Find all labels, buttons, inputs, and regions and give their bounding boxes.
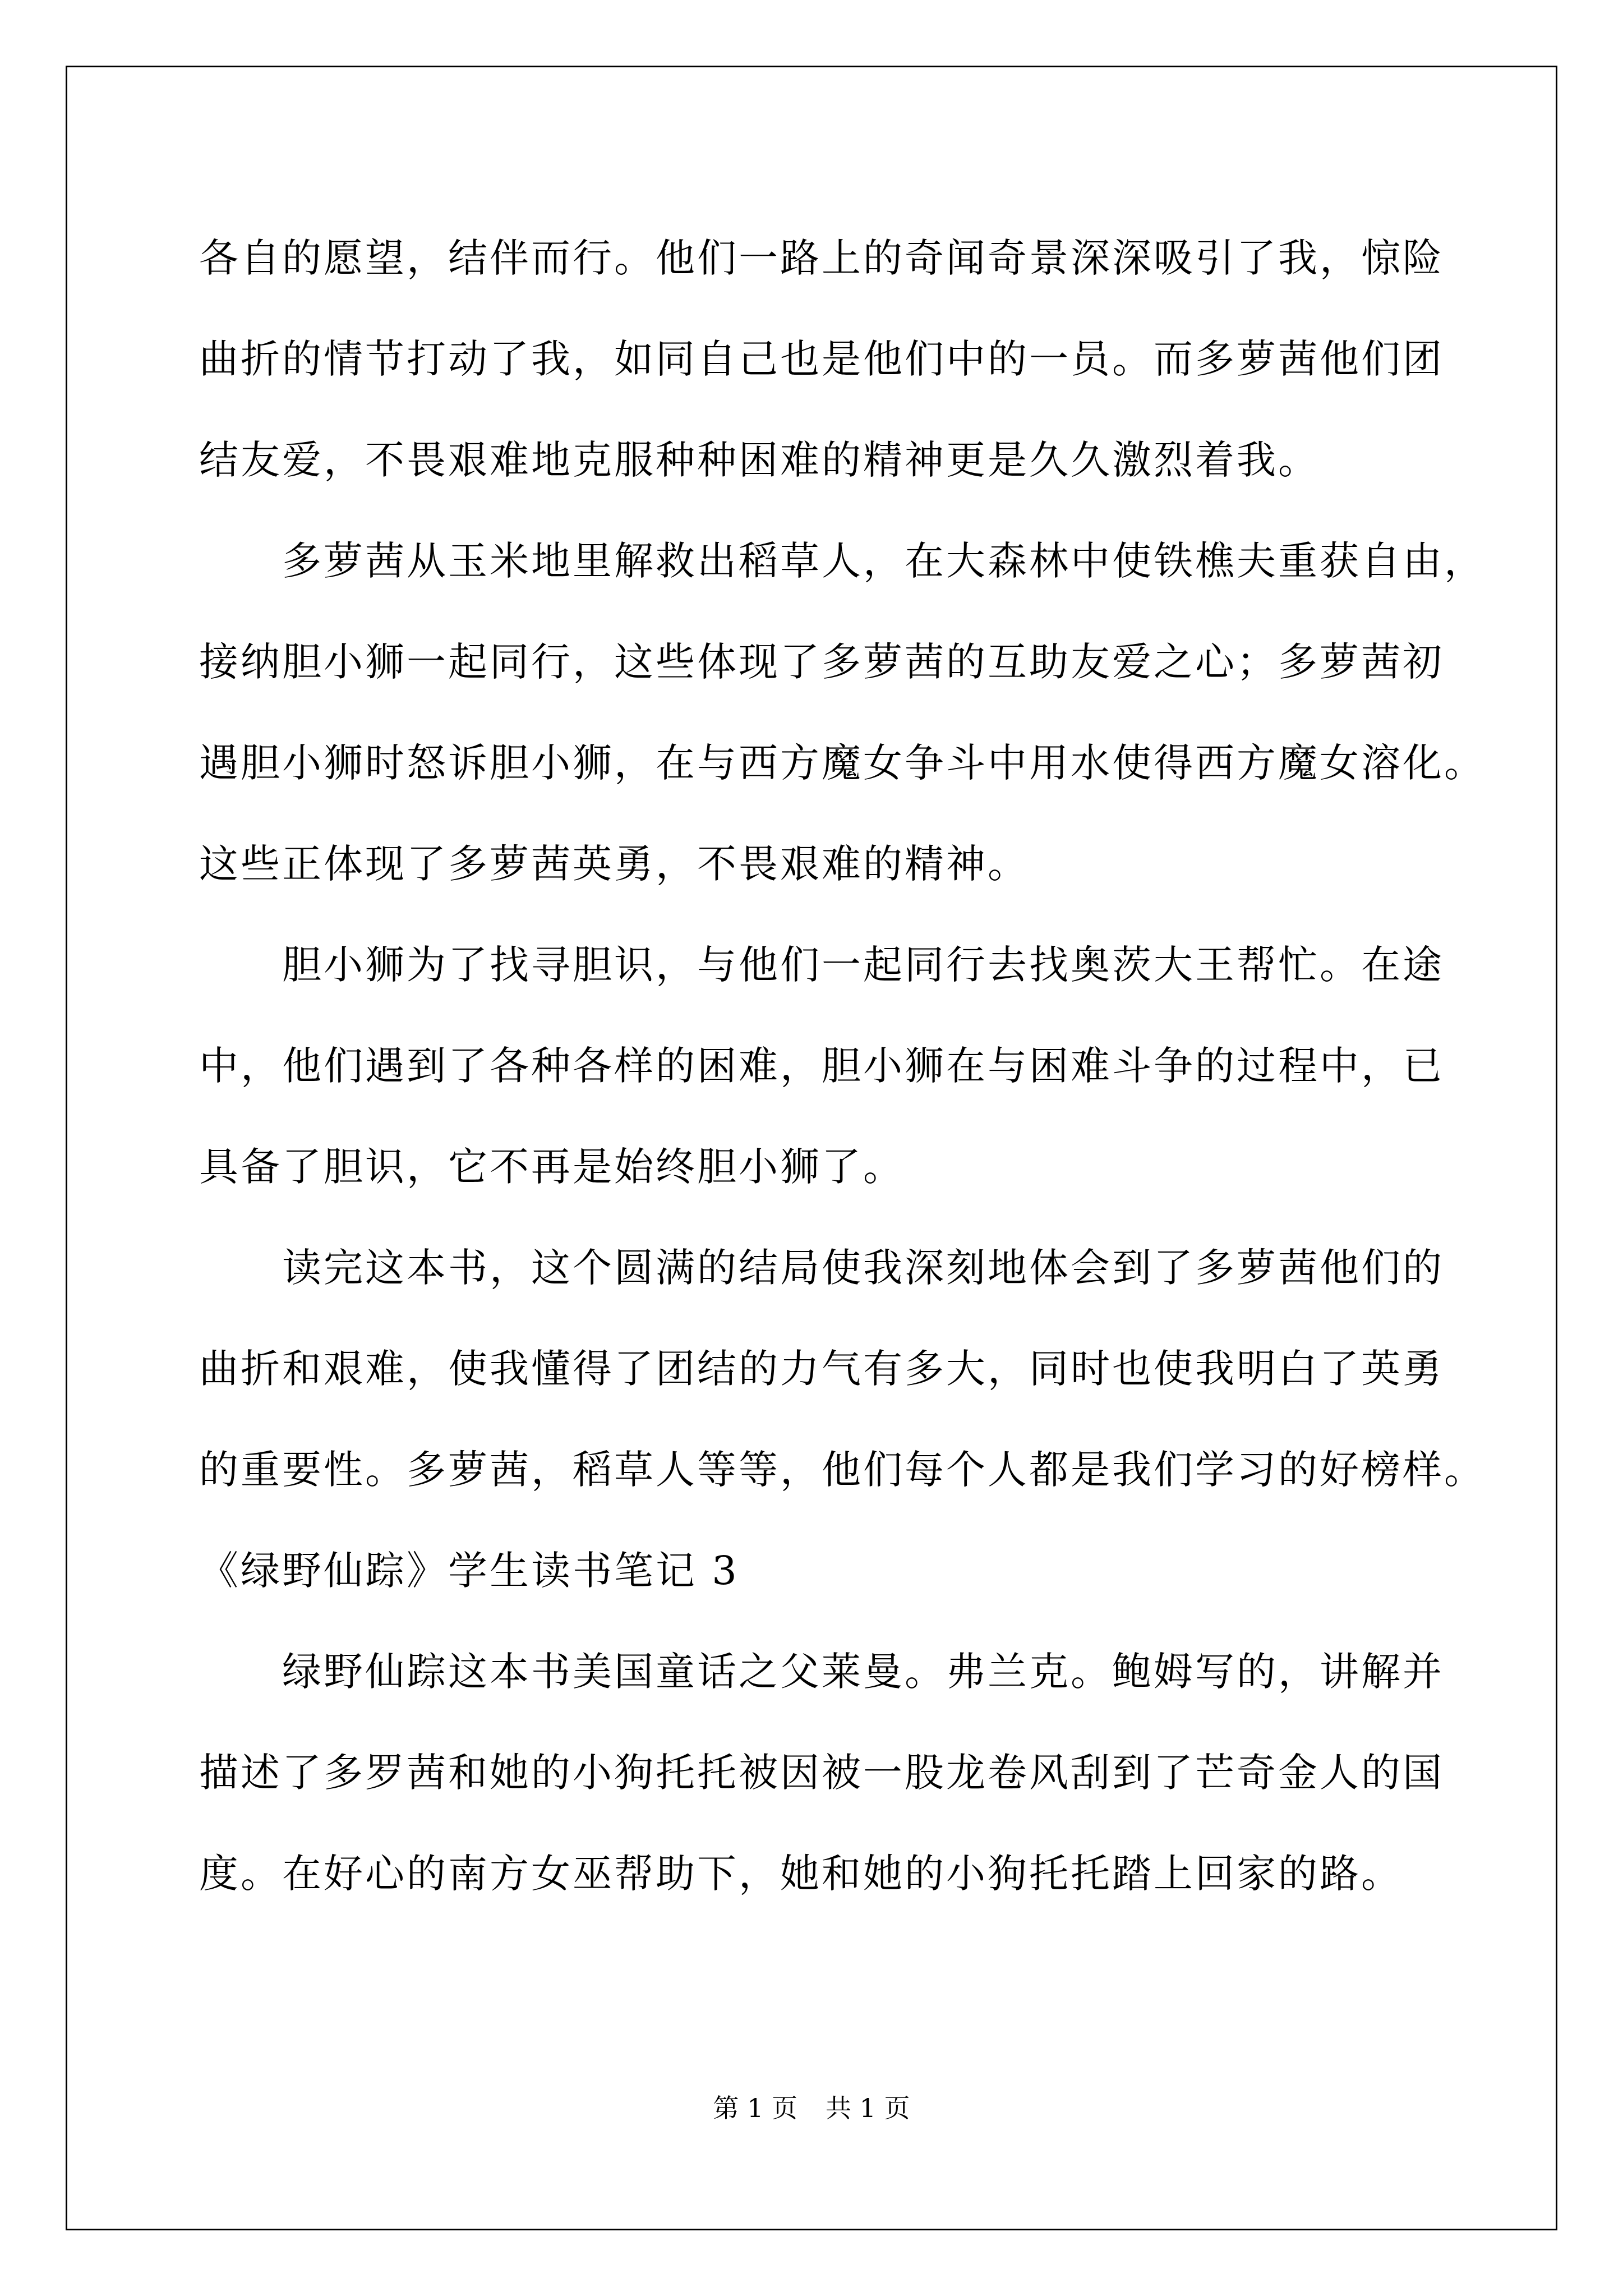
paragraph-line: 曲折的情节打动了我，如同自己也是他们中的一员。而多萝茜他们团 xyxy=(199,336,1444,382)
paragraph-line: 各自的愿望，结伴而行。他们一路上的奇闻奇景深深吸引了我，惊险 xyxy=(199,235,1444,281)
document-body xyxy=(199,208,1486,1924)
page-footer xyxy=(0,2091,1623,2125)
page-number-total: 共 1 页 xyxy=(826,2093,910,2123)
paragraph-line: 描述了多罗茜和她的小狗托托被因被一股龙卷风刮到了芒奇金人的国 xyxy=(199,1750,1444,1796)
paragraph-line: 的重要性。多萝茜，稻草人等等，他们每个人都是我们学习的好榜样。 xyxy=(199,1447,1486,1493)
paragraph-line: 中，他们遇到了各种各样的困难，胆小狮在与困难斗争的过程中，已 xyxy=(199,1043,1444,1089)
paragraph-line: 胆小狮为了找寻胆识，与他们一起同行去找奥茨大王帮忙。在途 xyxy=(282,942,1444,988)
paragraph-line: 这些正体现了多萝茜英勇，不畏艰难的精神。 xyxy=(199,841,1029,887)
paragraph-line: 多萝茜从玉米地里解救出稻草人，在大森林中使铁樵夫重获自由， xyxy=(282,538,1486,584)
paragraph-line: 度。在好心的南方女巫帮助下，她和她的小狗托托踏上回家的路。 xyxy=(199,1851,1403,1897)
paragraph-line: 绿野仙踪这本书美国童话之父莱曼。弗兰克。鲍姆写的，讲解并 xyxy=(282,1649,1444,1695)
paragraph-line: 具备了胆识，它不再是始终胆小狮了。 xyxy=(199,1144,905,1190)
paragraph-line: 曲折和艰难，使我懂得了团结的力气有多大，同时也使我明白了英勇 xyxy=(199,1346,1444,1392)
page-number-current: 第 1 页 xyxy=(713,2093,797,2123)
paragraph-line: 接纳胆小狮一起同行，这些体现了多萝茜的互助友爱之心；多萝茜初 xyxy=(199,639,1444,685)
section-heading: 《绿野仙踪》学生读书笔记 3 xyxy=(199,1548,739,1594)
paragraph-line: 读完这本书，这个圆满的结局使我深刻地体会到了多萝茜他们的 xyxy=(282,1245,1444,1291)
paragraph-line: 结友爱，不畏艰难地克服种种困难的精神更是久久激烈着我。 xyxy=(199,437,1320,483)
paragraph-line: 遇胆小狮时怒诉胆小狮，在与西方魔女争斗中用水使得西方魔女溶化。 xyxy=(199,740,1486,786)
